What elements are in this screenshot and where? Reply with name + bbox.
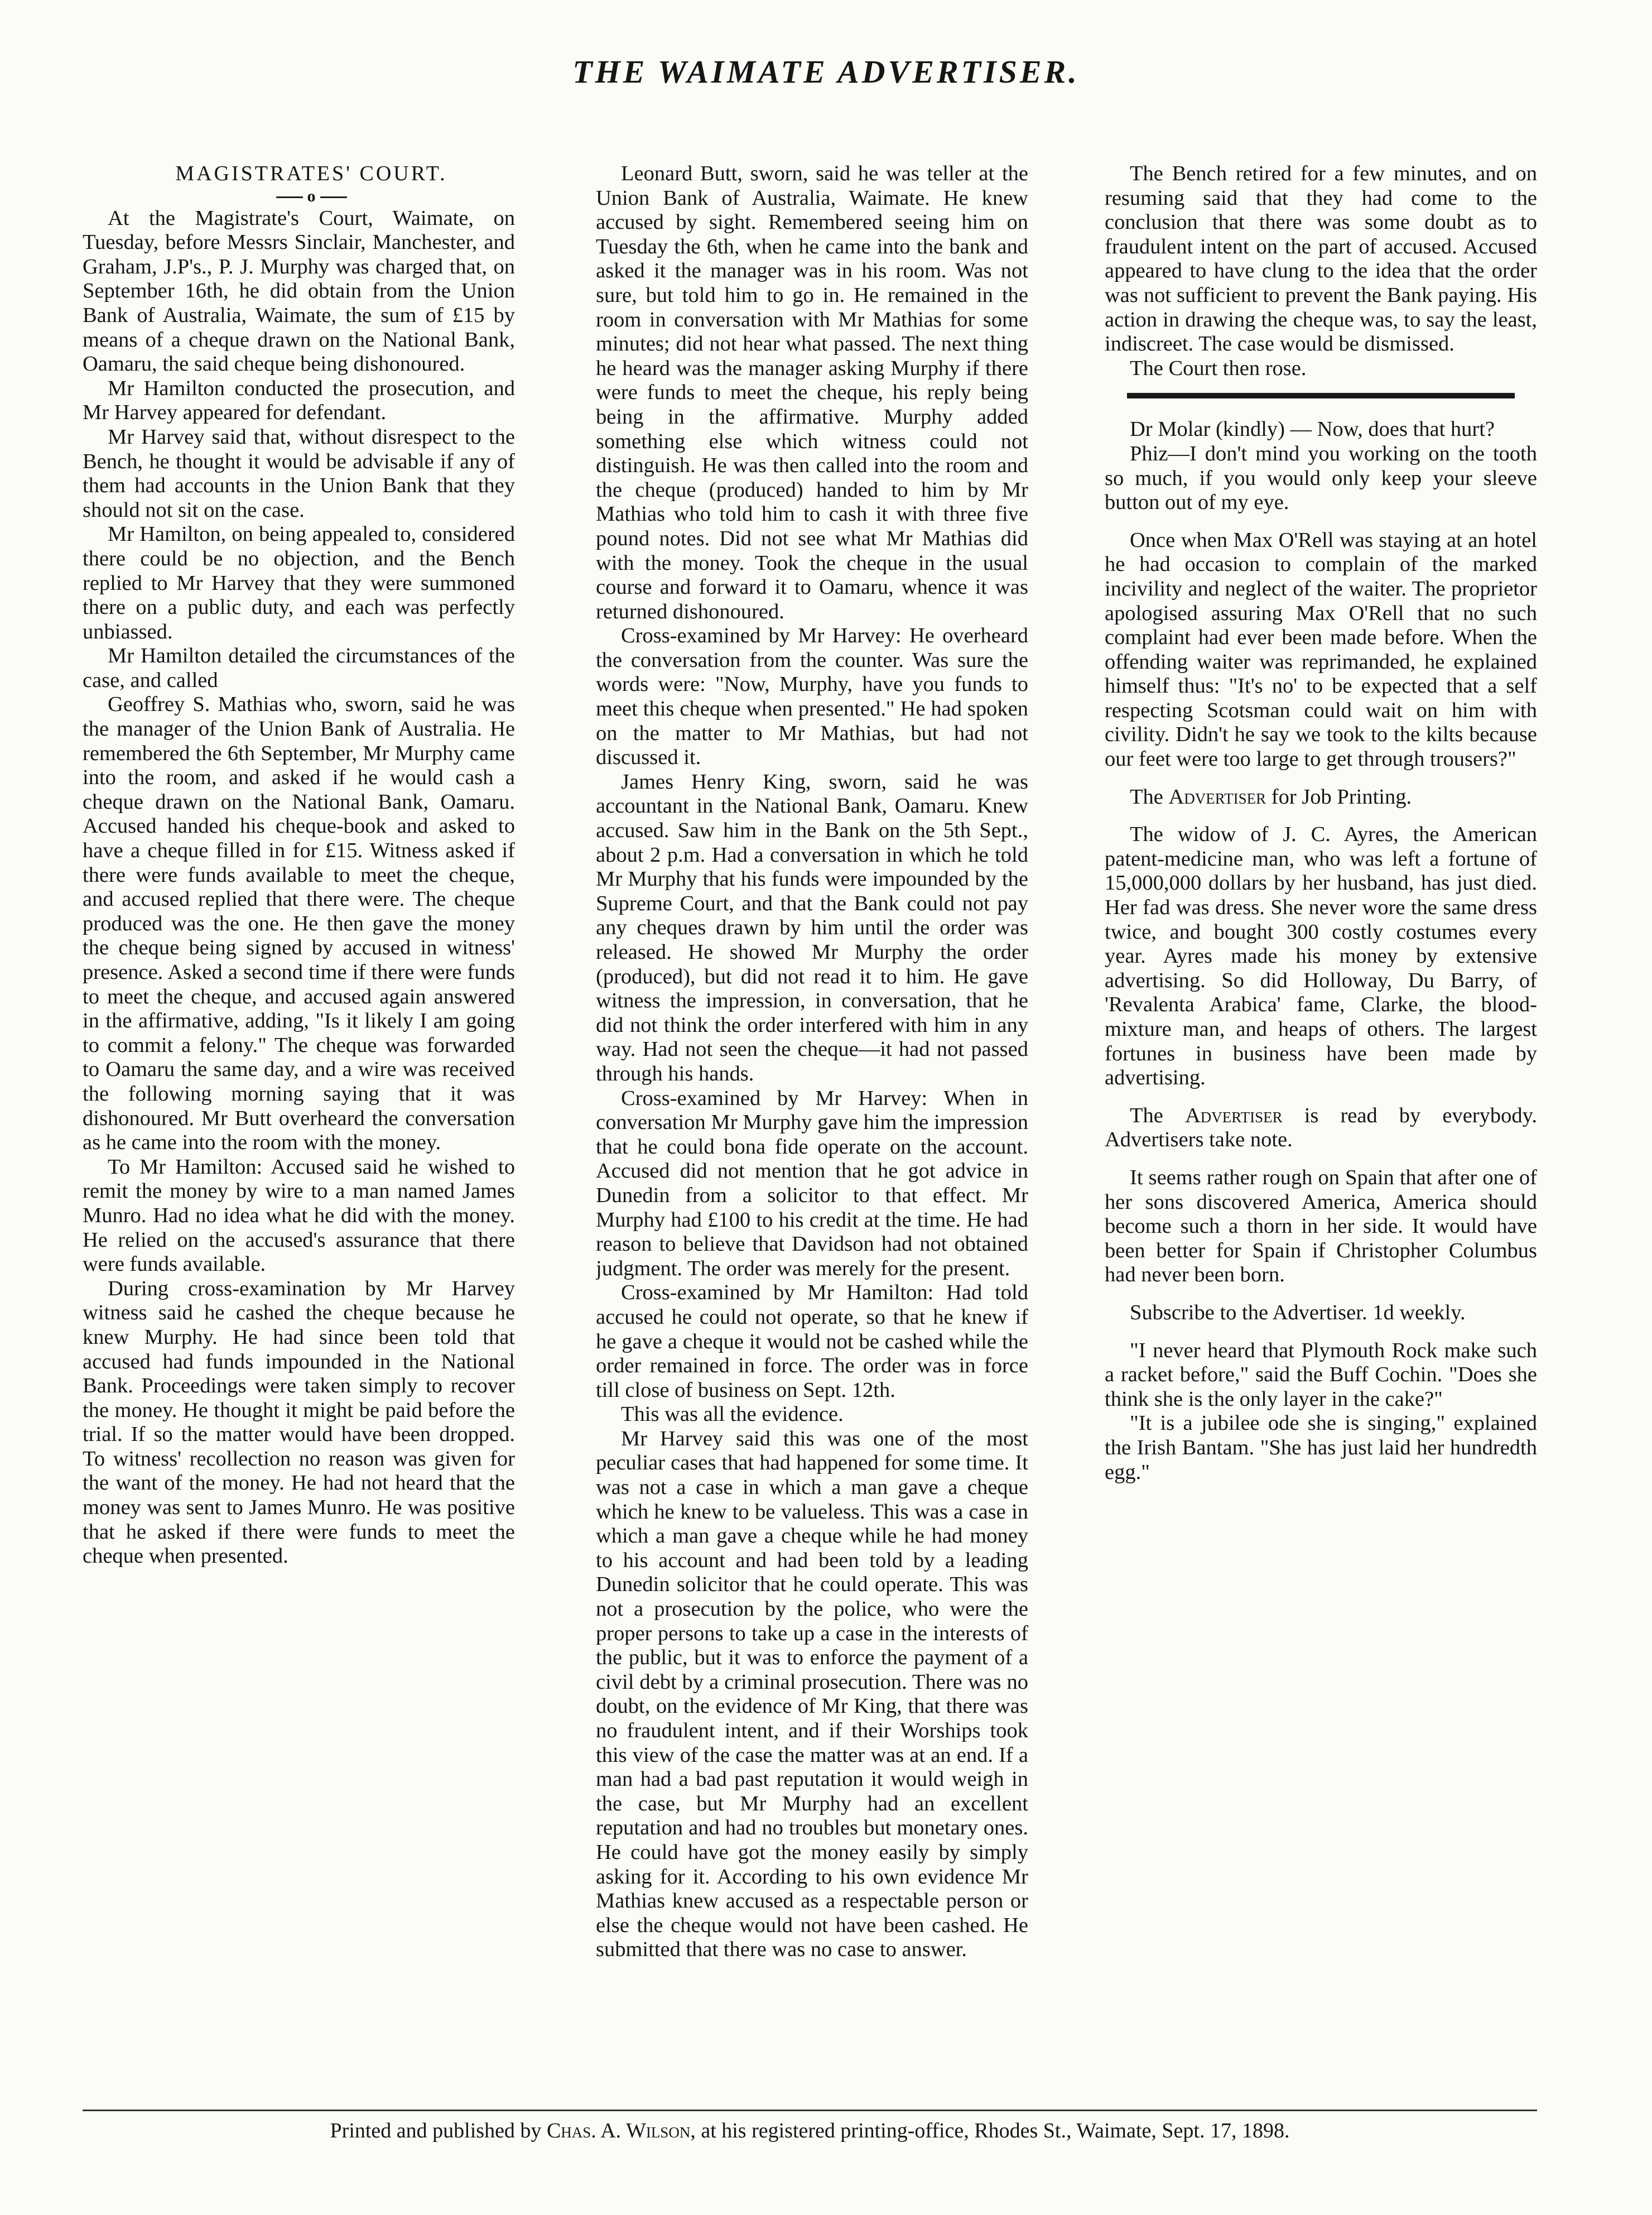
article-paragraph: Geoffrey S. Mathias who, sworn, said he was the manager of the Union Bank of Australia. He remembered the 6th September, Mr Murphy came into the room, and asked if he would cash a cheque drawn on the National Bank, Oamaru. Accused handed his cheque-book and asked to have a cheque filled in for £15. Witness asked if there were funds available to meet the cheque, and accused replied that there were. The cheque produced was the one. He then gave the money the cheque being signed by accused in witness' presence. Asked a second time if there were funds to meet the cheque, and accused again answered in the affirmative, adding, "Is it likely I am going to commit a felony." The cheque was forwarded to Oamaru the same day, and a wire was received the following morning saying that it was dishonoured. Mr Butt overheard the conversation as he came into the room with the money. xyxy=(83,693,515,1155)
article-paragraph: Cross-examined by Mr Harvey: When in conversation Mr Murphy gave him the impression that he could bona fide operate on the account. Accused did not mention that he got advice in Dunedin from a solicitor to that effect. Mr Murphy had £100 to his credit at the time. He had reason to believe that Davidson had not obtained judgment. The order was merely for the present. xyxy=(596,1086,1028,1280)
filler-job-printing: The Advertiser for Job Printing. xyxy=(1130,785,1412,809)
court-closing: The Court then rose. xyxy=(1130,356,1307,380)
section-divider xyxy=(1127,393,1515,398)
article-paragraph: Mr Hamilton detailed the circumstances of the case, and called xyxy=(83,644,515,692)
filler-plymouth-rock: "I never heard that Plymouth Rock make such a racket before," said the Buff Cochin. "Does she think she is the only layer in the cake?" xyxy=(1105,1338,1537,1411)
column-3 xyxy=(1105,162,1537,2082)
footer-rule xyxy=(83,2110,1537,2111)
article-paragraph: Mr Hamilton, on being appealed to, considered there could be no objection, and the Bench replied to Mr Harvey that they were summoned there on a public duty, and each was perfectly unbiassed. xyxy=(83,522,515,643)
article-paragraph: During cross-examination by Mr Harvey witness said he cashed the cheque because he knew Murphy. He had since been told that accused had funds impounded in the National Bank. Proceedings were taken simply to recover the money. He thought it might be paid before the trial. If so the matter would have been dropped. To witness' recollection no reason was given for the want of the money. He had not heard that the money was sent to James Munro. He was positive that he asked if there were funds to meet the cheque when presented. xyxy=(83,1276,515,1568)
filler-read-by-everybody: The Advertiser is read by everybody. Advertisers take note. xyxy=(1105,1103,1537,1152)
article-paragraph: Mr Harvey said that, without disrespect to the Bench, he thought it would be advisable if any of them had accounts in the Union Bank that they should not sit on the case. xyxy=(83,425,515,522)
article-paragraph: To Mr Hamilton: Accused said he wished to remit the money by wire to a man named James Munro. Had no idea what he did with the money. He relied on the accused's assurance that there were funds available. xyxy=(83,1155,515,1276)
article-paragraph: The Bench retired for a few minutes, and on resuming said that they had come to the conclusion that there was some doubt as to fraudulent intent on the part of accused. Accused appeared to have clung to the idea that the order was not sufficient to prevent the Bank paying. His action in drawing the cheque was, to say the least, indiscreet. The case would be dismissed. xyxy=(1105,162,1537,356)
masthead: THE WAIMATE ADVERTISER. xyxy=(572,54,1080,90)
article-paragraph: Leonard Butt, sworn, said he was teller at the Union Bank of Australia, Waimate. He knew accused by sight. Remembered seeing him on Tuesday the 6th, when he came into the bank and asked it the manager was in his room. Was not sure, but told him to go in. He remained in the room in conversation with Mr Mathias for some minutes; did not hear what passed. The next thing he heard was the manager asking Murphy if there were funds to meet the cheque, his reply being being in the affirmative. Murphy added something else which witness could not distinguish. He was then called into the room and the cheque (produced) handed to him by Mr Mathias who told him to cash it with three five pound notes. Did not see what Mr Mathias did with the money. Took the cheque in the usual course and forward it to Oamaru, whence it was returned dishonoured. xyxy=(596,162,1028,623)
heading-ornament: o xyxy=(83,186,515,206)
filler-spain: It seems rather rough on Spain that after one of her sons discovered America, America should become such a thorn in her side. It would have been better for Spain if Christopher Columbus had never been born. xyxy=(1105,1165,1537,1287)
filler-subscribe: Subscribe to the Advertiser. 1d weekly. xyxy=(1130,1300,1466,1324)
court-report-flow xyxy=(83,162,515,1569)
column-1 xyxy=(83,162,515,2082)
article-paragraph: Mr Hamilton conducted the prosecution, and Mr Harvey appeared for defendant. xyxy=(83,376,515,425)
column-2 xyxy=(596,162,1028,2082)
filler-ayres: The widow of J. C. Ayres, the American patent-medicine man, who was left a fortune of 15,000,000 dollars by her husband, has just died. Her fad was dress. She never wore the same dress twice, and bought 300 costly costumes every year. Ayres made his money by extensive advertising. So did Holloway, Du Barry, of 'Revalenta Arabica' fame, Clarke, the blood-mixture man, and heaps of others. The largest fortunes in business have been made by advertising. xyxy=(1105,823,1537,1090)
filler-irish-bantam: "It is a jubilee ode she is singing," explained the Irish Bantam. "She has just laid her hundredth egg." xyxy=(1105,1411,1537,1484)
article-paragraph: James Henry King, sworn, said he was accountant in the National Bank, Oamaru. Knew accused. Saw him in the Bank on the 5th Sept., about 2 p.m. Had a conversation in which he told Mr Murphy that his funds were impounded by the Supreme Court, and that the Bank could not pay any cheques drawn by him until the order was released. He showed Mr Murphy the order (produced), but did not read it to him. He gave witness the impression, in conversation, that he did not think the order interfered with him in any way. Had not seen the cheque—it had not passed through his hands. xyxy=(596,770,1028,1085)
article-paragraph: This was all the evidence. xyxy=(621,1402,844,1426)
article-paragraph: Cross-examined by Mr Hamilton: Had told accused he could not operate, so that he knew if he gave a cheque it would not be cashed while the order remained in force. The order was in force till close of business on Sept. 12th. xyxy=(596,1281,1028,1402)
court-heading: MAGISTRATES' COURT. xyxy=(175,162,447,185)
filler-phiz: Phiz—I don't mind you working on the tooth so much, if you would only keep your sleeve button out of my eye. xyxy=(1105,441,1537,515)
imprint-footer: Printed and published by Chas. A. Wilson, at his registered printing-office, Rhodes St., Waimate, Sept. 17, 1898. xyxy=(330,2119,1290,2142)
article-paragraph: Cross-examined by Mr Harvey: He overheard the conversation from the counter. Was sure the words were: "Now, Murphy, have you funds to meet this cheque when presented." He had spoken on the matter to Mr Mathias, but had not discussed it. xyxy=(596,624,1028,770)
article-paragraph: Mr Harvey said this was one of the most peculiar cases that had happened for some time. It was not a case in which a man gave a cheque which he knew to be valueless. This was a case in which a man gave a cheque while he had money to his account and had been told by a leading Dunedin solicitor that he could operate. This was not a prosecution by the police, who were the proper persons to take up a case in the interests of the public, but it was to enforce the payment of a civil debt by a criminal prosecution. There was no doubt, on the evidence of Mr King, that there was no fraudulent intent, and if their Worships took this view of the case the matter was at an end. If a man had a bad past reputation it would weigh in the case, but Mr Murphy had an excellent reputation and had no troubles but monetary ones. He could have got the money easily by simply asking for it. According to his own evidence Mr Mathias knew accused as a respectable person or else the cheque would not have been cashed. He submitted that there was no case to answer. xyxy=(596,1426,1028,1962)
filler-molar: Dr Molar (kindly) — Now, does that hurt? xyxy=(1130,417,1495,441)
article-paragraph: At the Magistrate's Court, Waimate, on Tuesday, before Messrs Sinclair, Manchester, and Graham, J.P's., P. J. Murphy was charged that, on September 16th, he did obtain from the Union Bank of Australia, Waimate, the sum of £15 by means of a cheque drawn on the National Bank, Oamaru, the said cheque being dishonoured. xyxy=(83,206,515,376)
filler-max-orell: Once when Max O'Rell was staying at an hotel he had occasion to complain of the marked incivility and neglect of the waiter. The proprietor apologised assuring Max O'Rell that no such complaint had ever been made before. When the offending waiter was reprimanded, he explained himself thus: "It's no' to be expected that a self respecting Scotsman could wait on him with civility. Didn't he say we took to the kilts because our feet were too large to get through trousers?" xyxy=(1105,528,1537,771)
printer-name: Chas. A. Wilson xyxy=(546,2119,691,2142)
